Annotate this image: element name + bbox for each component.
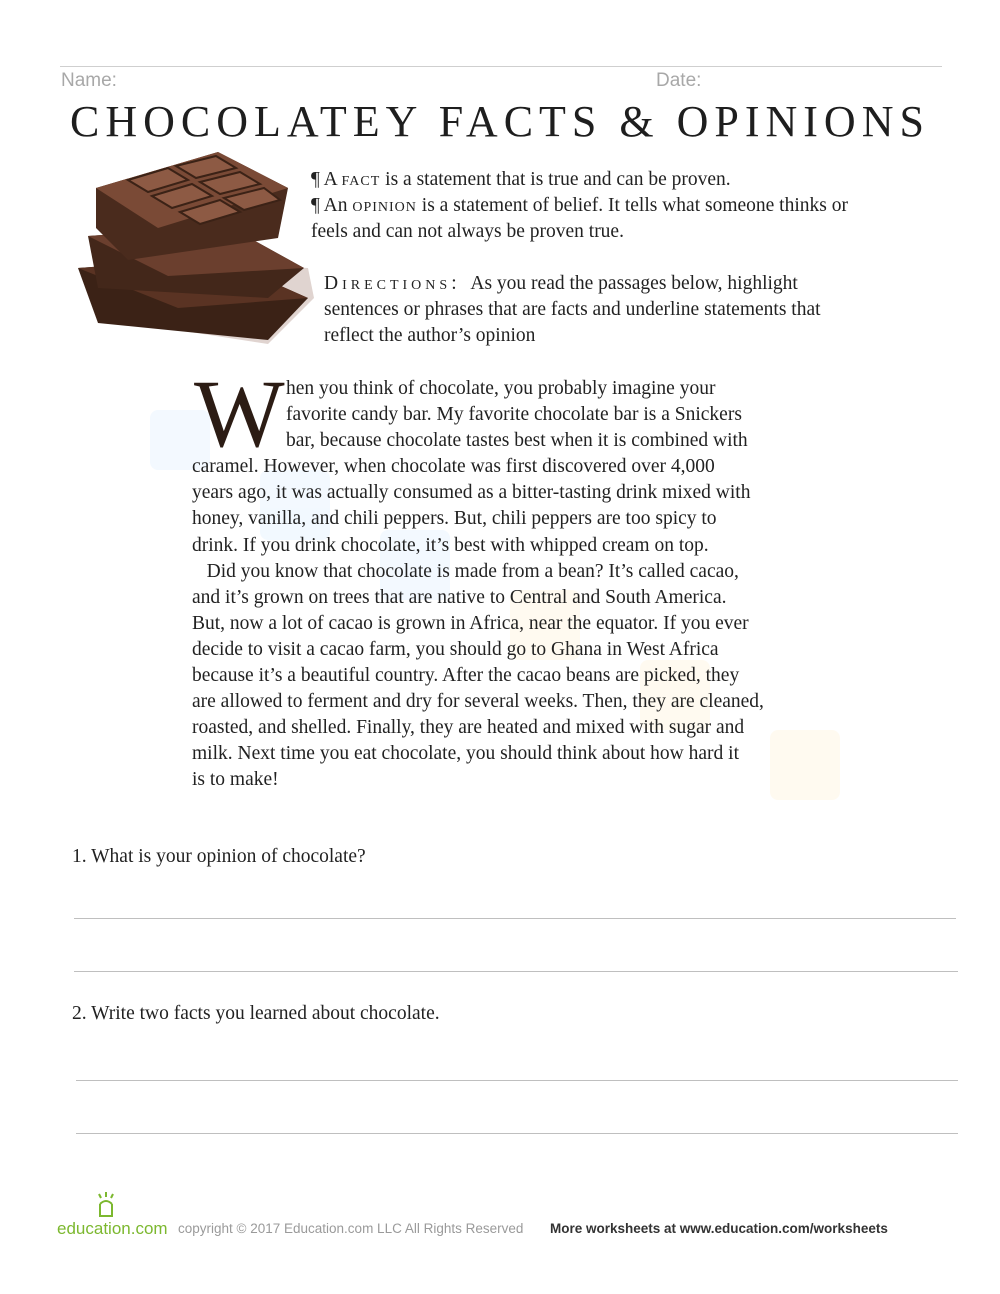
passage-line: is to make! <box>192 769 279 791</box>
passage-line: hen you think of chocolate, you probably imagine your <box>286 378 716 399</box>
opinion-definition: ¶ An opinion is a statement of belief. It tells what someone thinks or <box>311 195 848 216</box>
opinion-term: opinion <box>352 195 417 216</box>
drop-cap: W <box>194 360 285 467</box>
answer-line[interactable] <box>74 971 958 972</box>
date-label: Date: <box>656 70 702 91</box>
passage-line: because it’s a beautiful country. After the cacao beans are picked, they <box>192 665 740 687</box>
passage-line: milk. Next time you eat chocolate, you should think about how hard it <box>192 743 739 765</box>
answer-line[interactable] <box>76 1133 958 1134</box>
passage-line: roasted, and shelled. Finally, they are heated and mixed with sugar and <box>192 717 745 739</box>
passage-line: years ago, it was actually consumed as a bitter-tasting drink mixed with <box>192 482 751 504</box>
passage-line: and it’s grown on trees that are native to Central and South America. <box>192 586 727 608</box>
passage-line: favorite candy bar. My favorite chocolate bar is a Snickers <box>286 404 742 426</box>
passage-line: Did you know that chocolate is made from a bean? It’s called cacao, <box>192 560 739 582</box>
question-2: 2. Write two facts you learned about chocolate. <box>72 1003 440 1024</box>
question-1: 1. What is your opinion of chocolate? <box>72 846 366 867</box>
passage-line: bar, because chocolate tastes best when it is combined with <box>286 430 748 452</box>
passage-line: are allowed to ferment and dry for several weeks. Then, they are cleaned, <box>192 691 764 713</box>
answer-line[interactable] <box>76 1080 958 1081</box>
logo-text: education.com <box>57 1219 168 1238</box>
copyright-text: copyright © 2017 Education.com LLC All Rights Reserved <box>178 1221 524 1236</box>
more-worksheets-link[interactable]: More worksheets at www.education.com/worksheets <box>550 1221 888 1236</box>
passage-line: honey, vanilla, and chili peppers. But, chili peppers are too spicy to <box>192 508 717 530</box>
answer-line[interactable] <box>74 918 956 919</box>
passage-line: caramel. However, when chocolate was first discovered over 4,000 <box>192 456 715 478</box>
top-rule <box>60 66 942 67</box>
education-logo <box>56 1190 174 1238</box>
fact-term: fact <box>341 169 381 190</box>
passage-line: decide to visit a cacao farm, you should go to Ghana in West Africa <box>192 638 719 660</box>
name-label: Name: <box>61 70 117 91</box>
opinion-definition-line2: feels and can not always be proven true. <box>311 221 624 242</box>
reading-passage <box>192 376 832 794</box>
passage-line: drink. If you drink chocolate, it’s best with whipped cream on top. <box>192 534 709 556</box>
chocolate-bars-image <box>68 148 314 344</box>
directions: Directions: As you read the passages below, highlight sentences or phrases that are facts and underline statements that reflect the author’s opinion <box>324 273 821 346</box>
page-title: CHOCOLATEY FACTS & OPINIONS <box>70 97 930 146</box>
definitions <box>311 167 931 245</box>
passage-line: But, now a lot of cacao is grown in Africa, near the equator. If you ever <box>192 612 749 634</box>
fact-definition: ¶ A fact is a statement that is true and can be proven. <box>311 169 731 190</box>
directions-label: Directions: <box>324 273 461 294</box>
